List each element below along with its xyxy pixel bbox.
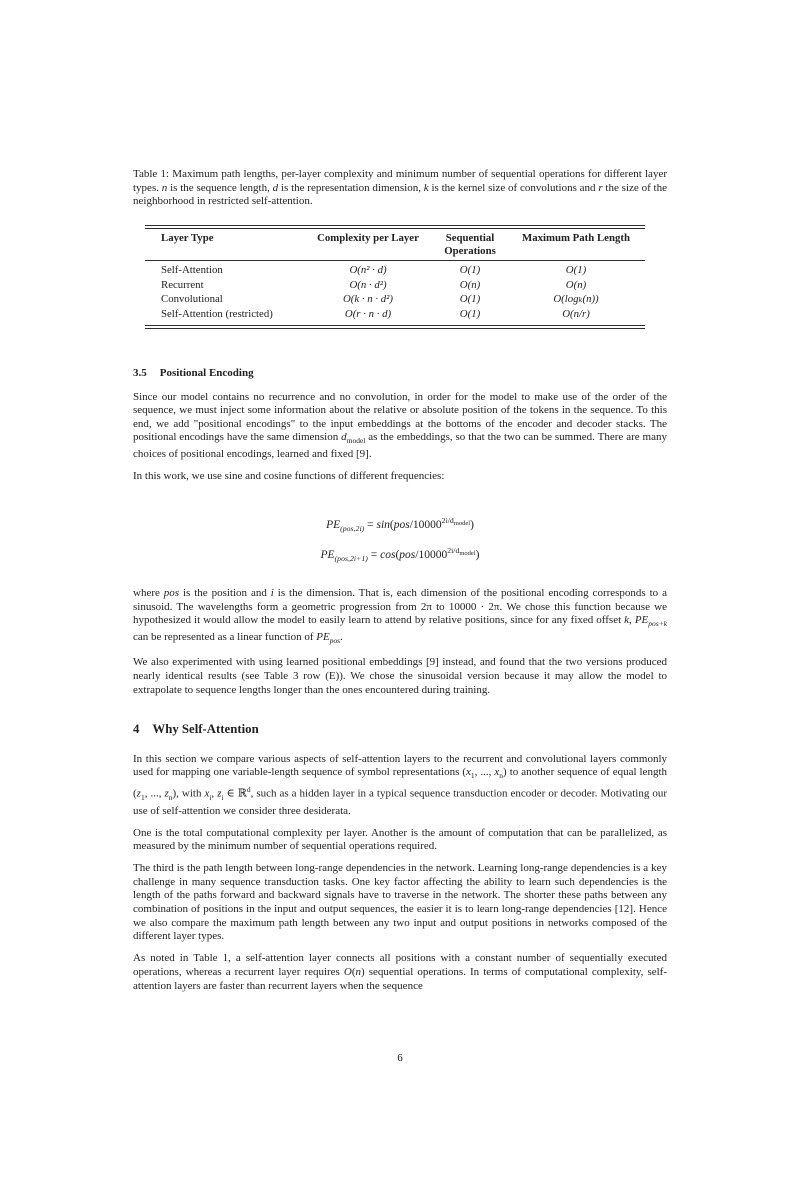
cell-complexity: O(n · d²) xyxy=(349,278,387,291)
table-caption: Table 1: Maximum path lengths, per-layer complexity and minimum number of sequential operations for different layer types. n is the sequence length, d is the representation dimension, k is the kernel size of convolutions and r the size of the neighborhood in restricted self-attention. xyxy=(133,168,667,208)
header-sequential-operations: Sequential Operations xyxy=(433,229,507,261)
section-heading-3-5 xyxy=(133,367,667,381)
cell-complexity: O(n² · d) xyxy=(349,263,387,276)
table-header-row xyxy=(145,229,645,261)
cell-max-path: O(logₖ(n)) xyxy=(553,293,599,306)
cell-max-path: O(n) xyxy=(565,278,587,291)
section-number: 3.5 xyxy=(133,366,147,379)
cell-sequential-ops: O(1) xyxy=(459,293,481,306)
cell-layer-type: Self-Attention xyxy=(161,263,223,276)
paragraph-the-third: The third is the path length between long-range dependencies in the network. Learning long-range dependencies is a key challenge in many sequence transduction tasks. One key factor affecting the ability to learn such dependencies is the length of the paths forward and backward signals have to traverse in the network. The shorter these paths between any combination of positions in the input and output sequences, the easier it is to learn long-range dependencies [12]. Hence we also compare the maximum path length between any two input and output positions in networks composed of the different layer types. xyxy=(133,862,667,943)
paragraph-where-pos: where pos is the position and i is the dimension. That is, each dimension of the positional encoding corresponds to a sinusoid. The wavelengths form a geometric progression from 2π to 10000 · 2π. We chose this function because we hypothesized it would allow the model to easily learn to attend by relative positions, since for any fixed offset k, $PE_{pos+k}$ can be represented as a linear function of $PE_{pos}$. xyxy=(133,587,667,646)
cell-complexity: O(r · n · d) xyxy=(344,308,392,321)
equation-pe-cos: $PE_{(pos,2i+1)} = \cos(pos/10000^{2i/dmodel})$ xyxy=(320,545,480,564)
paragraph-section4-intro: In this section we compare various aspects of self-attention layers to the recurrent and convolutional layers commonly used for mapping one variable-length sequence of symbol representations ($x_1$, ..., $x_n$) to another sequence of equal length ($z_1$, ..., $z_n$), with $x_i$, $z_i$ ∈ ℝ$^d$, such as a hidden layer in a typical sequence transduction encoder or decoder. Motivating our use of self-attention we consider three desiderata. xyxy=(133,752,668,817)
cell-layer-type: Convolutional xyxy=(161,293,223,306)
cell-max-path: O(n/r) xyxy=(562,308,590,321)
section-heading-4 xyxy=(133,723,667,737)
cell-layer-type: Self-Attention (restricted) xyxy=(161,308,273,321)
paragraph-as-noted: As noted in Table 1, a self-attention layer connects all positions with a constant number of sequentially executed operations, whereas a recurrent layer requires O(n) sequential operations. In terms of computational complexity, self-attention layers are faster than recurrent layers when the sequence xyxy=(133,952,668,992)
table-row xyxy=(145,278,645,293)
table-row xyxy=(145,293,645,308)
paragraph-one-is: One is the total computational complexity per layer. Another is the amount of computation that can be parallelized, as measured by the minimum number of sequential operations required. xyxy=(133,826,667,853)
paragraph-learned-embeddings: We also experimented with using learned positional embeddings [9] instead, and found that the two versions produced nearly identical results (see Table 3 row (E)). We chose the sinusoidal version because it may allow the model to extrapolate to sequence lengths longer than the ones encountered during training. xyxy=(133,656,667,696)
cell-max-path: O(1) xyxy=(565,263,587,276)
table-row xyxy=(145,308,645,325)
positional-encoding-equations xyxy=(133,510,667,570)
cell-sequential-ops: O(n) xyxy=(459,278,481,291)
table-row xyxy=(145,260,645,278)
cell-complexity: O(k · n · d²) xyxy=(342,293,393,306)
section-title: Positional Encoding xyxy=(159,366,254,379)
cell-sequential-ops: O(1) xyxy=(459,263,481,276)
page-number: 6 xyxy=(397,1052,403,1064)
page-body xyxy=(133,168,667,1002)
complexity-table xyxy=(145,225,645,329)
table-bottom-rule xyxy=(145,325,645,329)
equation-pe-sin: $PE_{(pos,2i)} = \sin(pos/10000^{2i/dmodel})$ xyxy=(326,515,474,533)
section-title: Why Self-Attention xyxy=(152,722,259,737)
header-layer-type: Layer Type xyxy=(145,229,303,261)
cell-sequential-ops: O(1) xyxy=(459,308,481,321)
paragraph-in-this-work: In this work, we use sine and cosine functions of different frequencies: xyxy=(133,470,445,483)
paragraph-positional-intro: Since our model contains no recurrence and no convolution, in order for the model to make use of the order of the sequence, we must inject some information about the relative or absolute position of the tokens in the sequence. To this end, we add "positional encodings" to the input embeddings at the bottoms of the encoder and decoder stacks. The positional encodings have the same dimension $d_{model}$ as the embeddings, so that the two can be summed. There are many choices of positional encodings, learned and fixed [9]. xyxy=(133,390,667,461)
cell-layer-type: Recurrent xyxy=(161,278,204,291)
header-max-path-length: Maximum Path Length xyxy=(507,229,645,261)
section-number: 4 xyxy=(133,722,140,737)
header-complexity: Complexity per Layer xyxy=(303,229,433,261)
